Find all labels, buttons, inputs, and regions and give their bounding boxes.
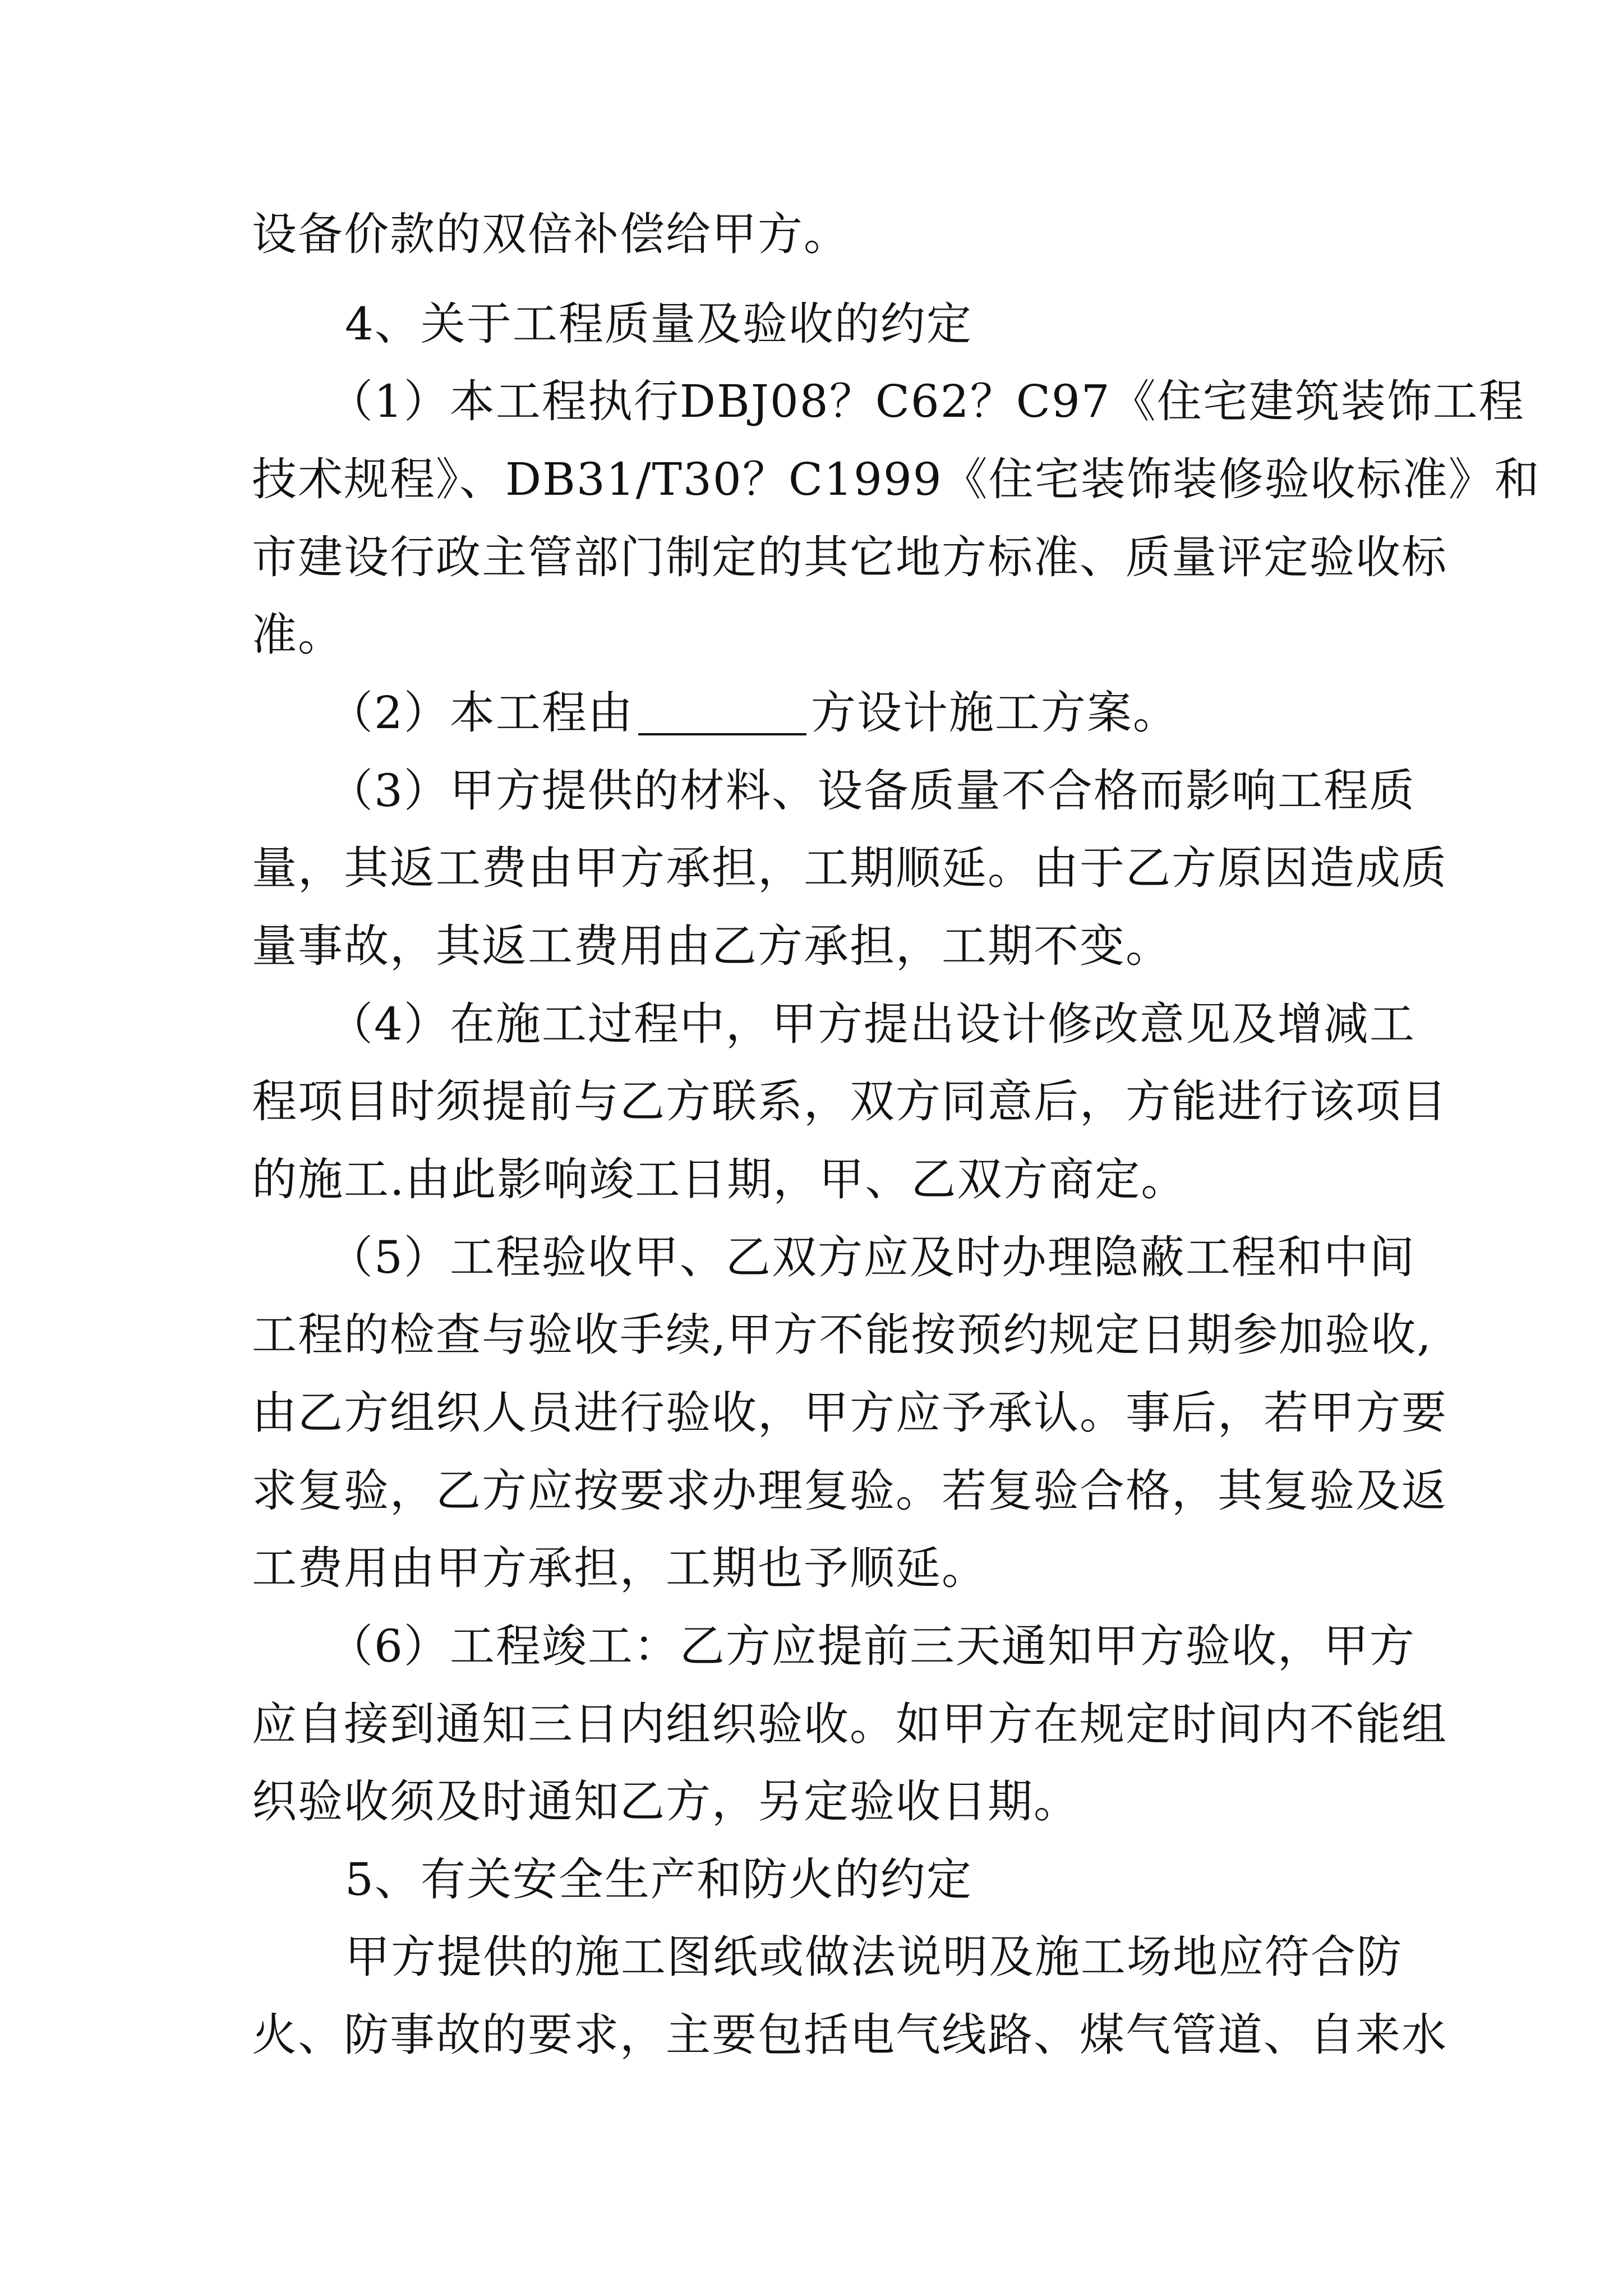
section-heading: 5、有关安全生产和防火的约定 <box>345 1853 972 1906</box>
clause-text: 方设计施工方案。 <box>810 687 1179 739</box>
paragraph-line: 的施工.由此影响竣工日期，甲、乙双方商定。 <box>252 1153 1187 1205</box>
paragraph-line: 火、防事故的要求，主要包括电气线路、煤气管道、自来水 <box>252 2009 1447 2061</box>
paragraph-line: 织验收须及时通知乙方，另定验收日期。 <box>252 1775 1080 1828</box>
paragraph-line: （4）在施工过程中，甲方提出设计修改意见及增减工 <box>328 998 1415 1050</box>
paragraph-line: 求复验，乙方应按要求办理复验。若复验合格，其复验及返 <box>252 1465 1447 1517</box>
paragraph-line: 准。 <box>252 609 344 661</box>
blank-line <box>638 694 806 735</box>
paragraph-line: 工程的检查与验收手续,甲方不能按预约规定日期参加验收, <box>252 1309 1432 1361</box>
paragraph-line: 应自接到通知三日内组织验收。如甲方在规定时间内不能组 <box>252 1698 1447 1750</box>
paragraph-line: 量事故，其返工费用由乙方承担，工期不变。 <box>252 920 1172 972</box>
paragraph-line: 市建设行政主管部门制定的其它地方标准、质量评定验收标 <box>252 531 1447 583</box>
paragraph-line: 程项目时须提前与乙方联系，双方同意后，方能进行该项目 <box>252 1075 1447 1128</box>
paragraph-line: 由乙方组织人员进行验收，甲方应予承认。事后，若甲方要 <box>252 1387 1447 1439</box>
paragraph-line: 甲方提供的施工图纸或做法说明及施工场地应符合防 <box>345 1931 1403 1983</box>
paragraph-line: 设备价款的双倍补偿给甲方。 <box>252 208 850 260</box>
paragraph-line: （5）工程验收甲、乙双方应及时办理隐蔽工程和中间 <box>328 1231 1415 1283</box>
paragraph-line: 技术规程》、DB31/T30？C1999《住宅装饰装修验收标准》和 <box>252 453 1541 505</box>
paragraph-line <box>328 687 1379 739</box>
paragraph-line: （1）本工程执行DBJ08？C62？C97《住宅建筑装饰工程 <box>328 375 1525 427</box>
clause-text: （2）本工程由 <box>328 687 634 739</box>
paragraph-line: （3）甲方提供的材料、设备质量不合格而影响工程质 <box>328 765 1415 817</box>
paragraph-line: （6）工程竣工：乙方应提前三天通知甲方验收，甲方 <box>328 1620 1415 1672</box>
section-heading: 4、关于工程质量及验收的约定 <box>345 298 972 350</box>
paragraph-line: 量，其返工费由甲方承担，工期顺延。由于乙方原因造成质 <box>252 842 1447 894</box>
paragraph-line: 工费用由甲方承担，工期也予顺延。 <box>252 1542 988 1594</box>
